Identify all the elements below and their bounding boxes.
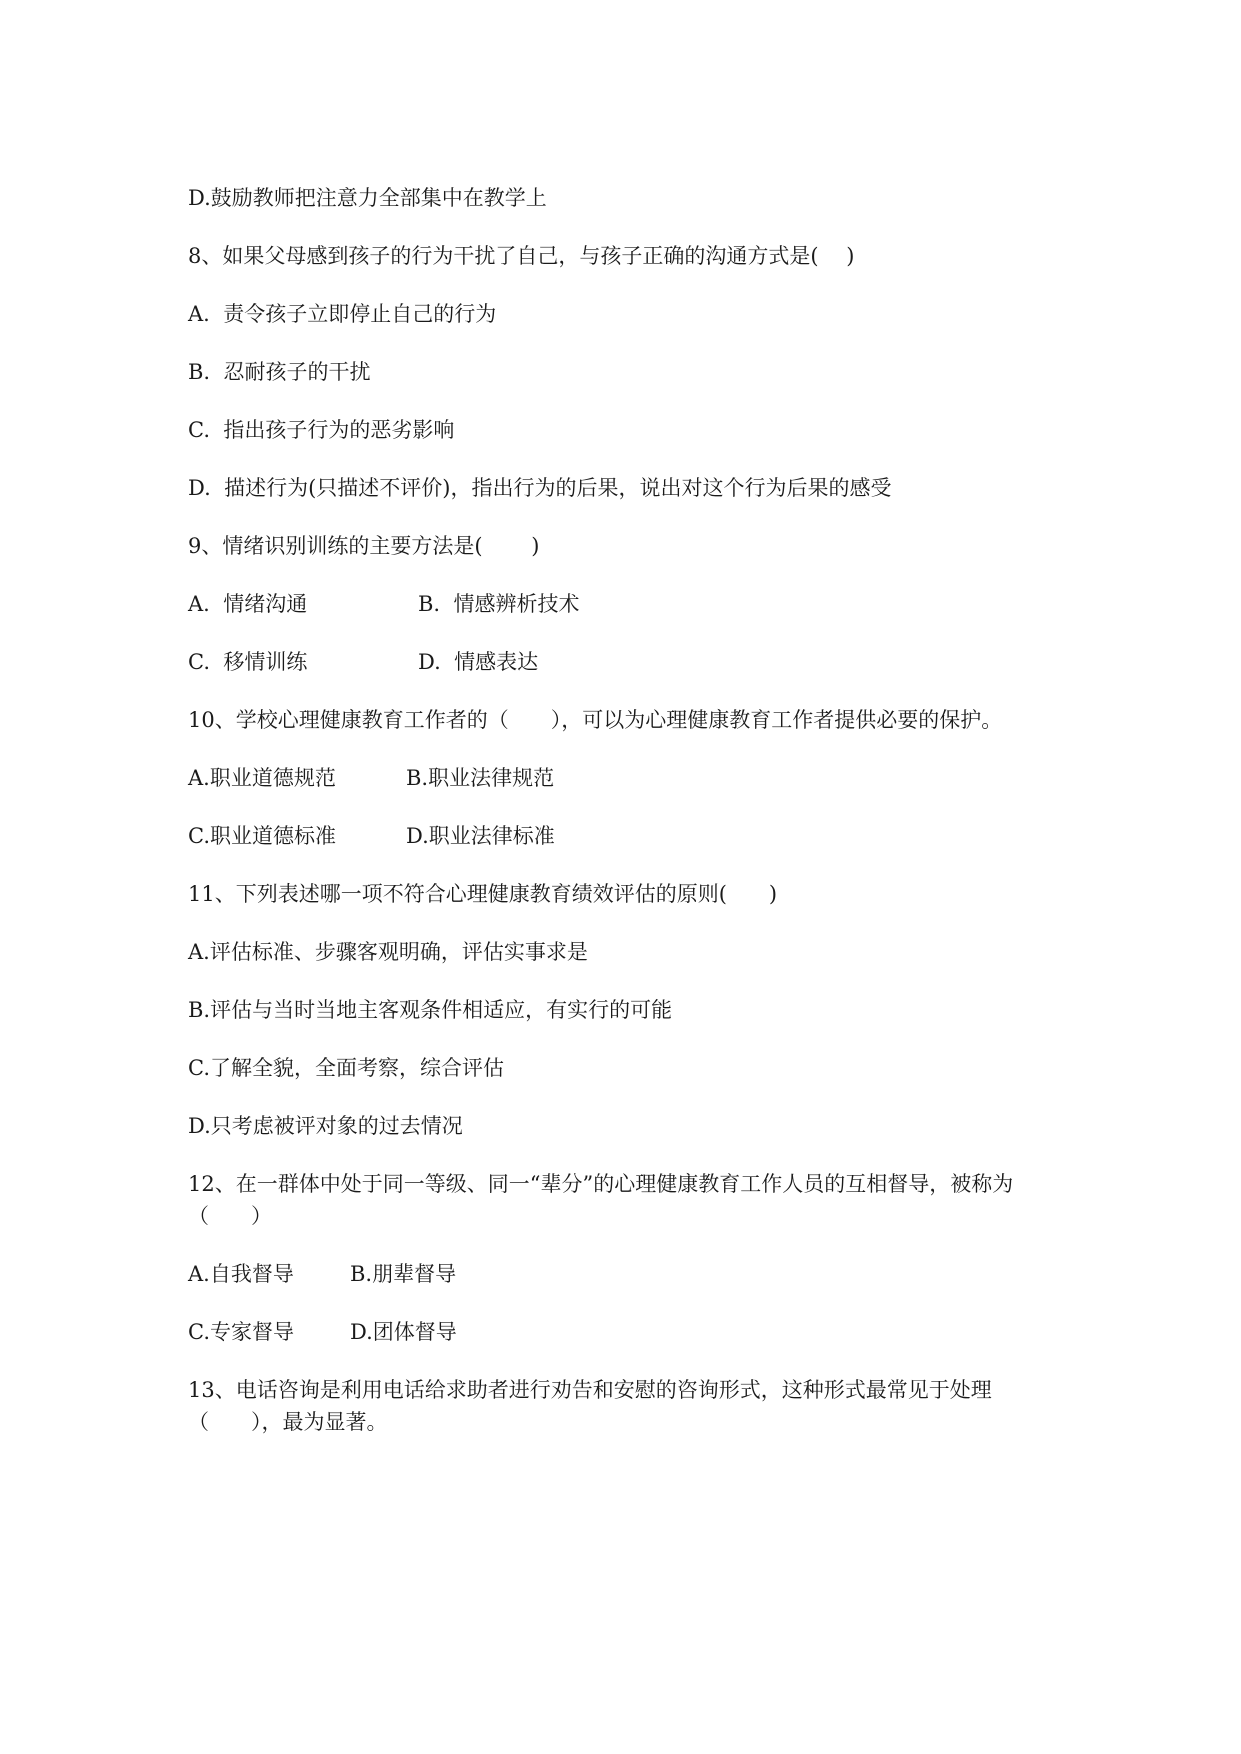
question-12-line-1: 12、在一群体中处于同一等级、同一“辈分”的心理健康教育工作人员的互相督导，被称为 — [188, 1172, 1014, 1196]
q10-options-row-2 — [188, 820, 1068, 852]
q12-option-c: C.专家督导 — [188, 1320, 294, 1344]
q9-options-row-2 — [188, 646, 1068, 678]
q8-option-c: C. 指出孩子行为的恶劣影响 — [188, 418, 455, 442]
q10-options-row-1 — [188, 762, 1068, 794]
q10-option-b: B.职业法律规范 — [406, 766, 555, 790]
q11-option-a: A.评估标准、步骤客观明确，评估实事求是 — [188, 940, 588, 964]
q12-options-row-1 — [188, 1258, 1068, 1290]
q8-option-a: A. 责令孩子立即停止自己的行为 — [188, 302, 497, 326]
q9-option-a: A. 情绪沟通 — [188, 592, 308, 616]
q10-option-c: C.职业道德标准 — [188, 824, 336, 848]
question-9: 9、情绪识别训练的主要方法是( ) — [188, 534, 540, 558]
q12-option-b: B.朋辈督导 — [350, 1262, 457, 1286]
q9-option-b: B. 情感辨析技术 — [418, 592, 580, 616]
question-13-line-2: （ ），最为显著。 — [188, 1410, 388, 1434]
q8-option-d: D. 描述行为(只描述不评价)，指出行为的后果，说出对这个行为后果的感受 — [188, 476, 892, 500]
q7-option-d: D.鼓励教师把注意力全部集中在教学上 — [188, 186, 547, 210]
q8-option-b: B. 忍耐孩子的干扰 — [188, 360, 371, 384]
question-8: 8、如果父母感到孩子的行为干扰了自己，与孩子正确的沟通方式是( ) — [188, 244, 855, 268]
q9-option-d: D. 情感表达 — [418, 650, 539, 674]
question-11: 11、下列表述哪一项不符合心理健康教育绩效评估的原则( ) — [188, 882, 778, 906]
q11-option-d: D.只考虑被评对象的过去情况 — [188, 1114, 463, 1138]
q12-options-row-2 — [188, 1316, 1068, 1348]
q9-options-row-1 — [188, 588, 1068, 620]
question-12-line-2: （ ） — [188, 1204, 272, 1228]
q10-option-d: D.职业法律标准 — [406, 824, 555, 848]
q10-option-a: A.职业道德规范 — [188, 766, 336, 790]
q12-option-a: A.自我督导 — [188, 1262, 294, 1286]
question-13-line-1: 13、电话咨询是利用电话给求助者进行劝告和安慰的咨询形式，这种形式最常见于处理 — [188, 1378, 992, 1402]
question-10: 10、学校心理健康教育工作者的（ ），可以为心理健康教育工作者提供必要的保护。 — [188, 708, 1003, 732]
q12-option-d: D.团体督导 — [350, 1320, 457, 1344]
q11-option-c: C.了解全貌，全面考察，综合评估 — [188, 1056, 504, 1080]
q11-option-b: B.评估与当时当地主客观条件相适应，有实行的可能 — [188, 998, 673, 1022]
q9-option-c: C. 移情训练 — [188, 650, 308, 674]
